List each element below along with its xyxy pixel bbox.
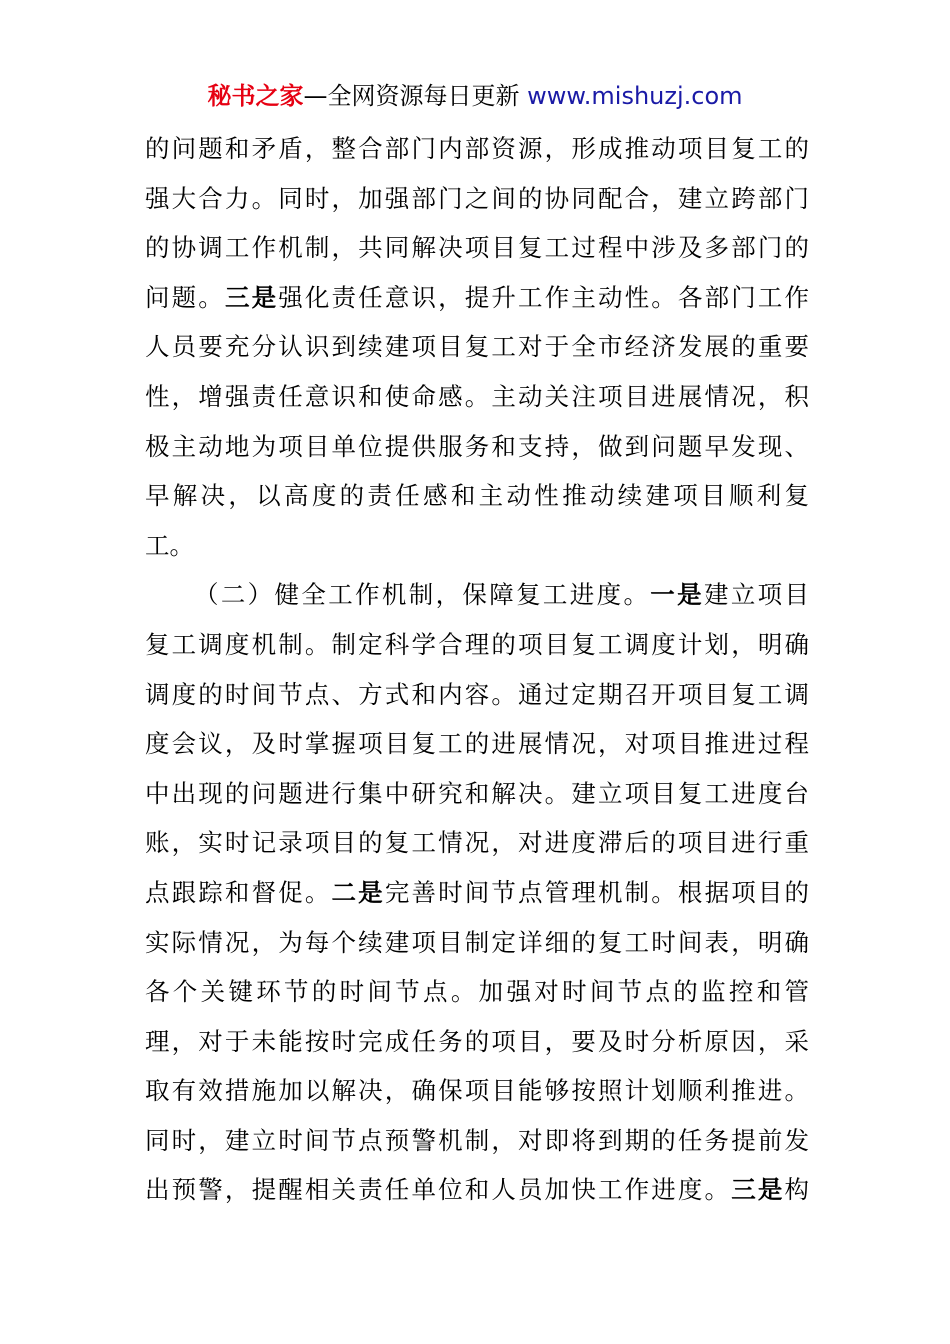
- text-line: [145, 868, 809, 918]
- brand-name: 秘书之家: [207, 82, 304, 110]
- text-segment: 建立项目: [703, 580, 810, 610]
- text-segment: 复工调度机制。制定科学合理的项目复工调度计划，明确: [145, 629, 809, 659]
- text-segment: 性，增强责任意识和使命感。主动关注项目进展情况，积: [145, 381, 809, 411]
- text-segment: 调度的时间节点、方式和内容。通过定期召开项目复工调: [145, 679, 809, 709]
- text-line: [145, 918, 809, 968]
- text-segment: 度会议，及时掌握项目复工的进展情况，对项目推进过程: [145, 729, 809, 759]
- site-url: www.mishuzj.com: [527, 82, 743, 110]
- text-line: [145, 124, 809, 174]
- text-segment: 构: [784, 1175, 810, 1205]
- text-line: [145, 273, 809, 323]
- text-segment: 的问题和矛盾，整合部门内部资源，形成推动项目复工的: [145, 134, 809, 163]
- text-segment: 强化责任意识，提升工作主动性。各部门工作: [278, 282, 810, 312]
- text-line: [145, 967, 809, 1017]
- bold-marker: 一是: [650, 580, 704, 610]
- text-line: [145, 818, 809, 868]
- text-segment: 各个关键环节的时间节点。加强对时间节点的监控和管: [145, 977, 809, 1007]
- text-segment: 极主动地为项目单位提供服务和支持，做到问题早发现、: [145, 431, 809, 461]
- text-line: [145, 719, 809, 769]
- text-segment: 账，实时记录项目的复工情况，对进度滞后的项目进行重: [145, 828, 809, 858]
- text-segment: 问题。: [145, 282, 225, 312]
- text-segment: 完善时间节点管理机制。根据项目的: [384, 877, 810, 907]
- text-segment: 中出现的问题进行集中研究和解决。建立项目复工进度台: [145, 778, 809, 808]
- page-header: [0, 80, 950, 112]
- text-segment: 出预警，提醒相关责任单位和人员加快工作进度。: [145, 1175, 732, 1205]
- text-segment: 强大合力。同时，加强部门之间的协同配合，建立跨部门: [145, 183, 809, 213]
- text-segment: 早解决，以高度的责任感和主动性推动续建项目顺利复: [145, 481, 809, 511]
- bold-marker: 三是: [731, 1175, 785, 1205]
- text-line: [145, 223, 809, 273]
- text-line: [145, 620, 809, 670]
- text-line: [145, 1165, 809, 1215]
- text-line: [145, 174, 809, 224]
- bold-marker: 二是: [331, 877, 385, 907]
- text-line: [145, 570, 809, 620]
- text-line: [145, 670, 809, 720]
- text-line: [145, 1116, 809, 1166]
- text-line: [145, 322, 809, 372]
- text-segment: 实际情况，为每个续建项目制定详细的复工时间表，明确: [145, 927, 809, 957]
- text-segment: 人员要充分认识到续建项目复工对于全市经济发展的重要: [145, 332, 809, 362]
- text-line: [145, 422, 809, 472]
- bold-marker: 三是: [224, 282, 279, 312]
- text-segment: （二）健全工作机制，保障复工进度。: [194, 580, 651, 610]
- text-segment: 的协调工作机制，共同解决项目复工过程中涉及多部门的: [145, 233, 809, 263]
- text-segment: 工。: [145, 530, 194, 560]
- text-segment: 点跟踪和督促。: [145, 877, 332, 907]
- text-line: [145, 471, 809, 521]
- text-line: [145, 769, 809, 819]
- document-body: [145, 124, 809, 1215]
- text-line: [145, 1066, 809, 1116]
- text-segment: 理，对于未能按时完成任务的项目，要及时分析原因，采: [145, 1026, 809, 1056]
- text-line: [145, 1017, 809, 1067]
- text-line: [145, 372, 809, 422]
- text-segment: 同时，建立时间节点预警机制，对即将到期的任务提前发: [145, 1125, 809, 1155]
- text-segment: 取有效措施加以解决，确保项目能够按照计划顺利推进。: [145, 1076, 809, 1106]
- header-slogan: —全网资源每日更新: [303, 82, 528, 110]
- text-line: [145, 521, 809, 571]
